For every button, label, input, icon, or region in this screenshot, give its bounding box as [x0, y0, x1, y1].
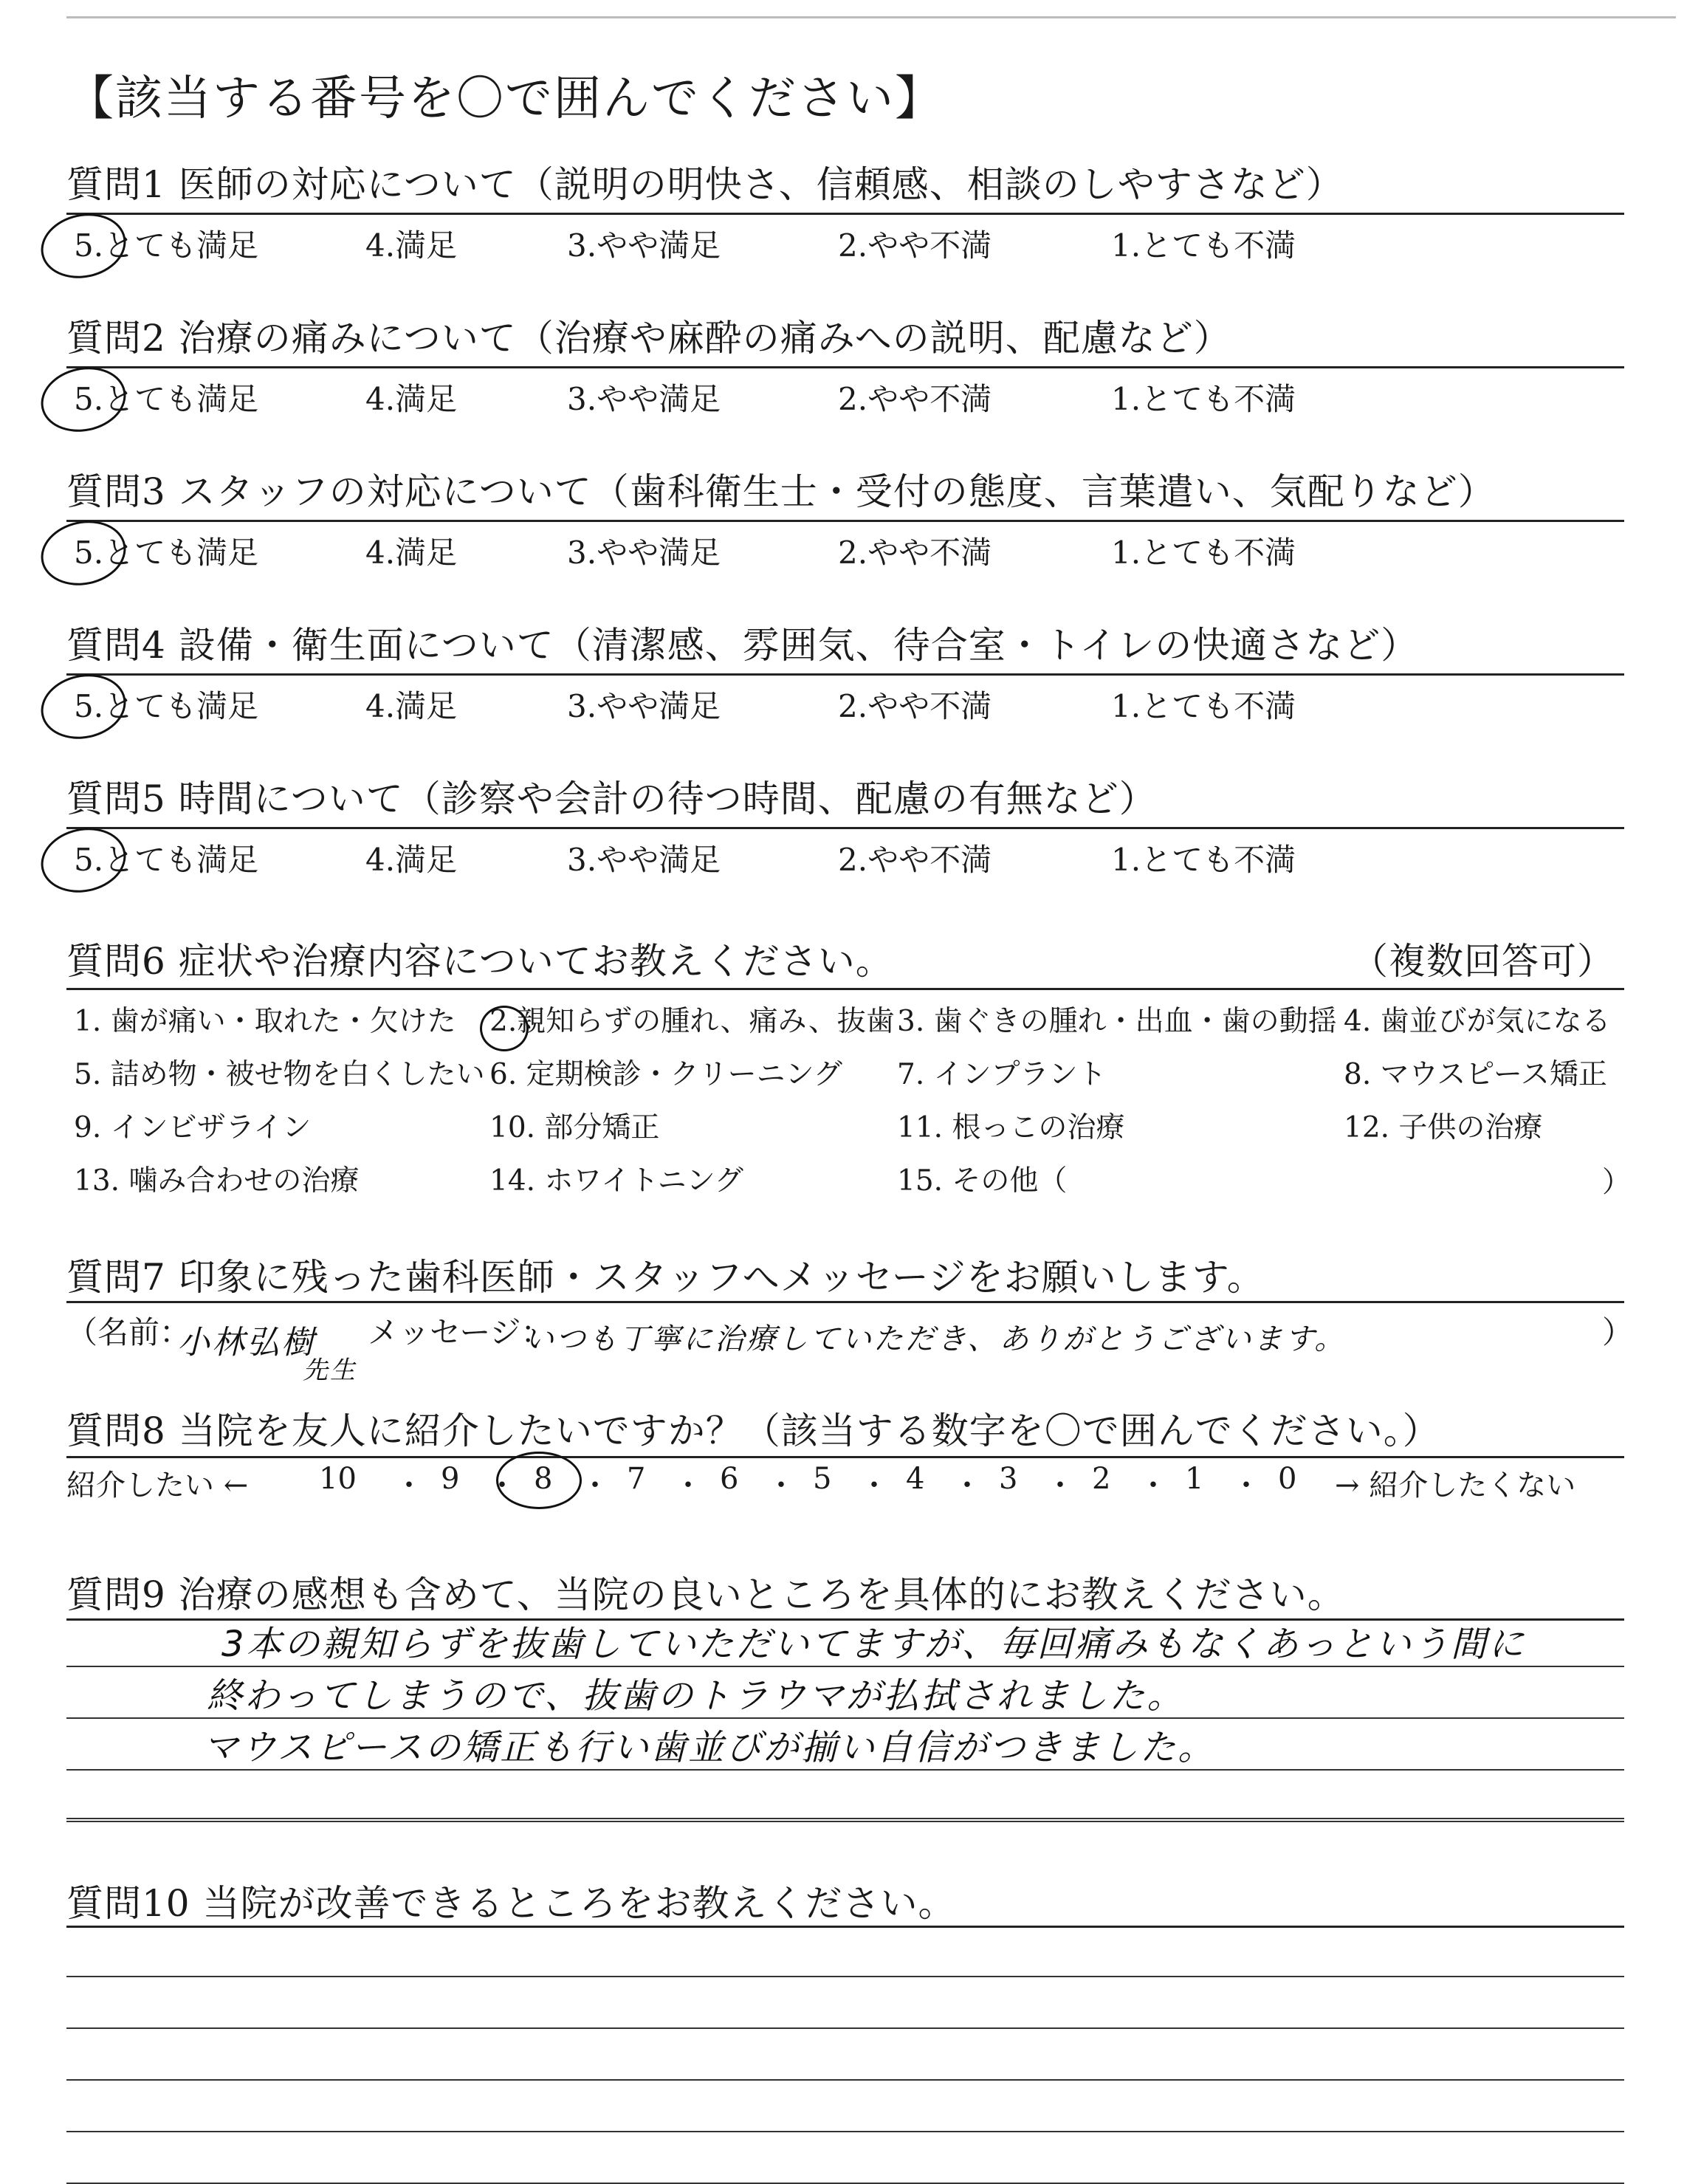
- page-header: 【該当する番号を〇で囲んでください】: [66, 72, 944, 126]
- q9-answer-line-1[interactable]: 3本の親知らずを抜歯していただいてますが、毎回痛みもなくあっという間に: [221, 1624, 1527, 1665]
- q4-option-2[interactable]: 2.やや不満: [838, 688, 992, 724]
- q6-option-4[interactable]: 4. 歯並びが気になる: [1344, 1005, 1611, 1038]
- q8-selection-circle: [496, 1452, 582, 1509]
- q8-rule: [66, 1456, 1624, 1458]
- top-border: [66, 16, 1676, 18]
- q1-option-3[interactable]: 3.やや満足: [567, 227, 721, 264]
- q2-option-5[interactable]: 5.とても満足: [74, 381, 259, 417]
- q2-rule: [66, 366, 1624, 368]
- q2-option-3[interactable]: 3.やや満足: [567, 381, 721, 417]
- q9-title: 質問9 治療の感想も含めて、当院の良いところを具体的にお教えください。: [66, 1573, 1345, 1616]
- q7-name-value[interactable]: 小林弘樹: [177, 1324, 316, 1361]
- q4-option-3[interactable]: 3.やや満足: [567, 688, 721, 724]
- q5-option-4[interactable]: 4.満足: [365, 842, 458, 878]
- q3-option-3[interactable]: 3.やや満足: [567, 535, 721, 571]
- q6-option-9[interactable]: 9. インビザライン: [74, 1111, 312, 1144]
- q6-option-12[interactable]: 12. 子供の治療: [1344, 1111, 1543, 1144]
- q8-scale-3[interactable]: 3: [999, 1462, 1018, 1496]
- q5-option-1[interactable]: 1.とても不満: [1111, 842, 1296, 878]
- q8-scale-2[interactable]: 2: [1092, 1462, 1111, 1496]
- q10-rule: [66, 1926, 1624, 1928]
- q6-title: 質問6 症状や治療内容についてお教えください。: [66, 940, 893, 983]
- q7-message-label: メッセージ：: [368, 1314, 552, 1350]
- q8-scale-0[interactable]: 0: [1278, 1462, 1297, 1496]
- q6-option-6[interactable]: 6. 定期検診・クリーニング: [489, 1058, 842, 1091]
- q4-option-4[interactable]: 4.満足: [365, 688, 458, 724]
- q2-title: 質問2 治療の痛みについて（治療や麻酔の痛みへの説明、配慮など）: [66, 317, 1231, 360]
- q10-line-4: [66, 2131, 1624, 2132]
- q6-option-3[interactable]: 3. 歯ぐきの腫れ・出血・歯の動揺: [897, 1005, 1337, 1038]
- q1-option-1[interactable]: 1.とても不満: [1111, 227, 1296, 264]
- q8-scale-dot: ・: [1045, 1469, 1075, 1503]
- q1-option-2[interactable]: 2.やや不満: [838, 227, 992, 264]
- q2-option-2[interactable]: 2.やや不満: [838, 381, 992, 417]
- q9-line-3: [66, 1769, 1624, 1771]
- q6-selection-circle: [480, 1006, 529, 1051]
- q5-option-5[interactable]: 5.とても満足: [74, 842, 259, 878]
- q9-answer-line-3[interactable]: マウスピースの矯正も行い歯並びが揃い自信がつきました。: [203, 1727, 1216, 1768]
- q8-scale-dot: ・: [1231, 1469, 1261, 1503]
- q8-scale-dot: ・: [1138, 1469, 1168, 1503]
- q5-rule: [66, 827, 1624, 829]
- q10-line-3: [66, 2079, 1624, 2081]
- q6-option-15[interactable]: 15. その他（: [897, 1164, 1068, 1198]
- q8-left-label: 紹介したい ←: [66, 1469, 249, 1503]
- q8-scale-7[interactable]: 7: [627, 1462, 646, 1496]
- q8-scale-dot: ・: [394, 1469, 424, 1503]
- q8-scale-10[interactable]: 10: [319, 1462, 357, 1496]
- q10-title: 質問10 当院が改善できるところをお教えください。: [66, 1882, 956, 1925]
- q4-selection-circle: [35, 667, 131, 746]
- q8-scale-dot: ・: [766, 1469, 796, 1503]
- q8-right-label: → 紹介したくない: [1335, 1469, 1576, 1503]
- q4-title: 質問4 設備・衛生面について（清潔感、雰囲気、待合室・トイレの快適さなど）: [66, 624, 1419, 667]
- q3-option-2[interactable]: 2.やや不満: [838, 535, 992, 571]
- q8-scale-dot: ・: [673, 1469, 703, 1503]
- q6-option-11[interactable]: 11. 根っこの治療: [897, 1111, 1125, 1144]
- q6-option-5[interactable]: 5. 詰め物・被せ物を白くしたい: [74, 1058, 485, 1091]
- q1-rule: [66, 213, 1624, 215]
- q3-option-5[interactable]: 5.とても満足: [74, 535, 259, 571]
- q7-message-value[interactable]: いつも丁寧に治療していただき、ありがとうございます。: [524, 1322, 1347, 1356]
- q8-scale-4[interactable]: 4: [906, 1462, 925, 1496]
- q3-option-4[interactable]: 4.満足: [365, 535, 458, 571]
- q5-option-2[interactable]: 2.やや不満: [838, 842, 992, 878]
- q8-scale-8[interactable]: 8: [534, 1462, 553, 1496]
- q8-scale-dot: ・: [952, 1469, 982, 1503]
- q10-line-2: [66, 2027, 1624, 2029]
- q9-line-4: [66, 1821, 1624, 1822]
- q3-selection-circle: [35, 513, 131, 593]
- q6-note: （複数回答可）: [1351, 940, 1615, 983]
- q1-option-4[interactable]: 4.満足: [365, 227, 458, 264]
- q6-rule: [66, 988, 1624, 990]
- q1-selection-circle: [35, 206, 131, 286]
- q3-rule: [66, 520, 1624, 522]
- q4-option-1[interactable]: 1.とても不満: [1111, 688, 1296, 724]
- q6-option-8[interactable]: 8. マウスピース矯正: [1344, 1058, 1607, 1091]
- q7-close: ）: [1602, 1314, 1634, 1350]
- q8-scale-5[interactable]: 5: [813, 1462, 832, 1496]
- q8-scale-dot: ・: [580, 1469, 610, 1503]
- q6-option-1[interactable]: 1. 歯が痛い・取れた・欠けた: [74, 1005, 456, 1038]
- q6-option-2[interactable]: 2.親知らずの腫れ、痛み、抜歯: [489, 1005, 895, 1038]
- q9-line-5: [66, 1818, 1624, 1819]
- q7-name-label: （名前：: [66, 1314, 191, 1350]
- q4-option-5[interactable]: 5.とても満足: [74, 688, 259, 724]
- q8-scale-6[interactable]: 6: [720, 1462, 739, 1496]
- q8-scale-9[interactable]: 9: [441, 1462, 460, 1496]
- q5-selection-circle: [35, 820, 131, 900]
- q2-option-1[interactable]: 1.とても不満: [1111, 381, 1296, 417]
- q8-scale-1[interactable]: 1: [1185, 1462, 1204, 1496]
- q3-option-1[interactable]: 1.とても不満: [1111, 535, 1296, 571]
- q6-option-13[interactable]: 13. 噛み合わせの治療: [74, 1164, 360, 1198]
- q2-selection-circle: [35, 360, 131, 439]
- q1-title: 質問1 医師の対応について（説明の明快さ、信頼感、相談のしやすさなど）: [66, 163, 1344, 206]
- q6-other-close: ）: [1602, 1166, 1632, 1199]
- q4-rule: [66, 673, 1624, 676]
- q6-option-10[interactable]: 10. 部分矯正: [489, 1111, 660, 1144]
- q1-option-5[interactable]: 5.とても満足: [74, 227, 259, 264]
- q9-answer-line-2[interactable]: 終わってしまうので、抜歯のトラウマが払拭されました。: [207, 1675, 1185, 1717]
- q2-option-4[interactable]: 4.満足: [365, 381, 458, 417]
- q7-name-suffix: 先生: [303, 1356, 357, 1385]
- q10-line-1: [66, 1976, 1624, 1977]
- q8-title: 質問8 当院を友人に紹介したいですか？（該当する数字を〇で囲んでください。）: [66, 1409, 1440, 1452]
- q5-option-3[interactable]: 3.やや満足: [567, 842, 721, 878]
- q6-option-14[interactable]: 14. ホワイトニング: [489, 1164, 743, 1198]
- q8-scale-dot: ・: [487, 1469, 517, 1503]
- q6-option-7[interactable]: 7. インプラント: [897, 1058, 1107, 1091]
- q8-scale-dot: ・: [859, 1469, 889, 1503]
- q3-title: 質問3 スタッフの対応について（歯科衛生士・受付の態度、言葉遣い、気配りなど）: [66, 470, 1496, 513]
- q7-rule: [66, 1301, 1624, 1303]
- q7-title: 質問7 印象に残った歯科医師・スタッフへメッセージをお願いします。: [66, 1256, 1265, 1299]
- q5-title: 質問5 時間について（診察や会計の待つ時間、配慮の有無など）: [66, 777, 1157, 820]
